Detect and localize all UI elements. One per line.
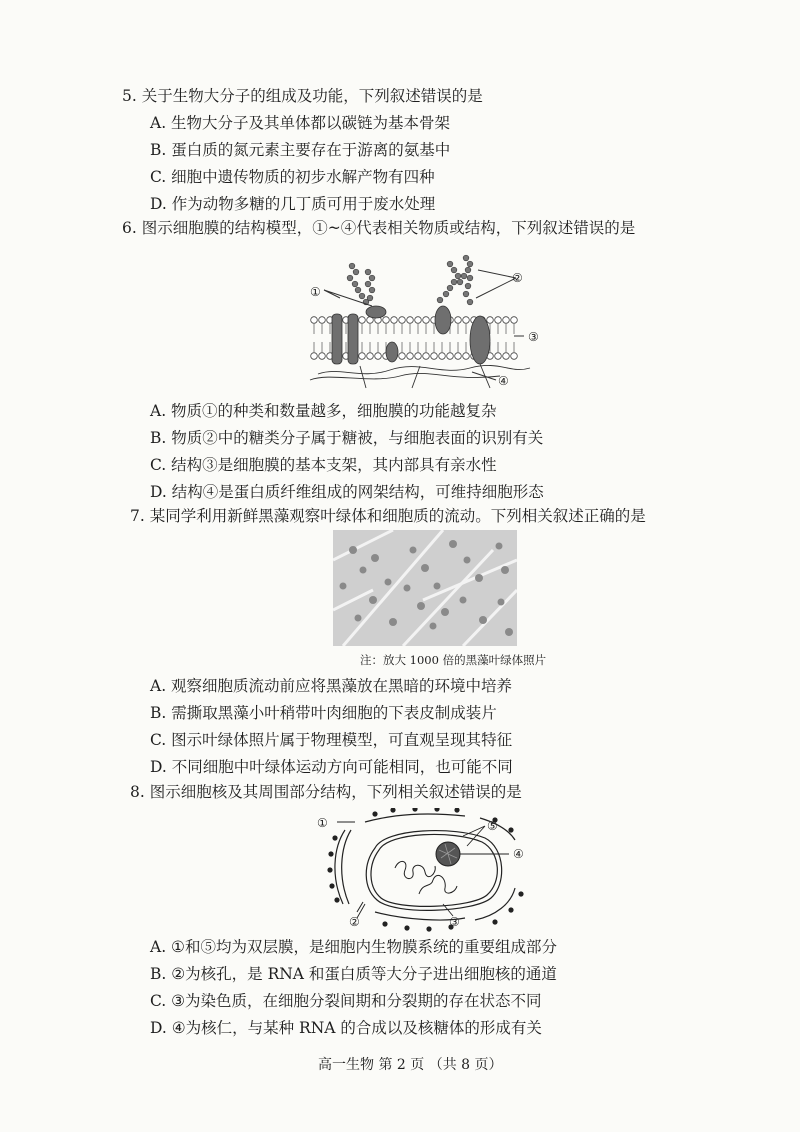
membrane-label-1: ① bbox=[310, 285, 321, 299]
membrane-label-2: ② bbox=[512, 271, 523, 285]
chloroplast-photo bbox=[333, 530, 517, 646]
membrane-label-4: ④ bbox=[498, 374, 509, 388]
nucleus-label-1: ① bbox=[317, 816, 328, 830]
photo-caption: 注：放大 1000 倍的黑藻叶绿体照片 bbox=[360, 653, 547, 667]
nucleus-label-4: ④ bbox=[513, 847, 524, 861]
nucleus-diagram bbox=[315, 808, 545, 933]
nucleus-label-5: ⑤ bbox=[487, 819, 498, 833]
question-5-stem: 5. 关于生物大分子的组成及功能，下列叙述错误的是 bbox=[122, 87, 483, 105]
question-7-option-a: A. 观察细胞质流动前应将黑藻放在黑暗的环境中培养 bbox=[150, 677, 513, 695]
question-8-stem: 8. 图示细胞核及其周围部分结构，下列相关叙述错误的是 bbox=[130, 783, 522, 801]
cell-membrane-diagram bbox=[300, 248, 550, 398]
question-5-option-d: D. 作为动物多糖的几丁质可用于废水处理 bbox=[150, 195, 436, 213]
question-6-option-b: B. 物质②中的糖类分子属于糖被，与细胞表面的识别有关 bbox=[150, 429, 544, 447]
question-6-option-c: C. 结构③是细胞膜的基本支架，其内部具有亲水性 bbox=[150, 456, 497, 474]
nucleus-label-3: ③ bbox=[449, 915, 460, 929]
question-7-option-d: D. 不同细胞中叶绿体运动方向可能相同，也可能不同 bbox=[150, 758, 513, 776]
question-5-option-a: A. 生物大分子及其单体都以碳链为基本骨架 bbox=[150, 114, 451, 132]
nucleus-label-2: ② bbox=[349, 915, 360, 929]
question-8-option-d: D. ④为核仁，与某种 RNA 的合成以及核糖体的形成有关 bbox=[150, 1019, 542, 1037]
membrane-label-3: ③ bbox=[528, 330, 539, 344]
question-7-option-b: B. 需撕取黑藻小叶稍带叶肉细胞的下表皮制成装片 bbox=[150, 704, 497, 722]
question-5-option-c: C. 细胞中遗传物质的初步水解产物有四种 bbox=[150, 168, 435, 186]
question-5-option-b: B. 蛋白质的氮元素主要存在于游离的氨基中 bbox=[150, 141, 451, 159]
question-6-stem: 6. 图示细胞膜的结构模型，①~④代表相关物质或结构，下列叙述错误的是 bbox=[122, 219, 636, 237]
question-6-option-d: D. 结构④是蛋白质纤维组成的网架结构，可维持细胞形态 bbox=[150, 483, 544, 501]
question-8-option-a: A. ①和⑤均为双层膜，是细胞内生物膜系统的重要组成部分 bbox=[150, 938, 557, 956]
page-footer: 高一生物 第 2 页 （共 8 页） bbox=[318, 1057, 503, 1073]
question-6-option-a: A. 物质①的种类和数量越多，细胞膜的功能越复杂 bbox=[150, 402, 497, 420]
question-7-option-c: C. 图示叶绿体照片属于物理模型，可直观呈现其特征 bbox=[150, 731, 513, 749]
question-7-stem: 7. 某同学利用新鲜黑藻观察叶绿体和细胞质的流动。下列相关叙述正确的是 bbox=[130, 507, 646, 525]
question-8-option-b: B. ②为核孔，是 RNA 和蛋白质等大分子进出细胞核的通道 bbox=[150, 965, 557, 983]
question-8-option-c: C. ③为染色质，在细胞分裂间期和分裂期的存在状态不同 bbox=[150, 992, 542, 1010]
